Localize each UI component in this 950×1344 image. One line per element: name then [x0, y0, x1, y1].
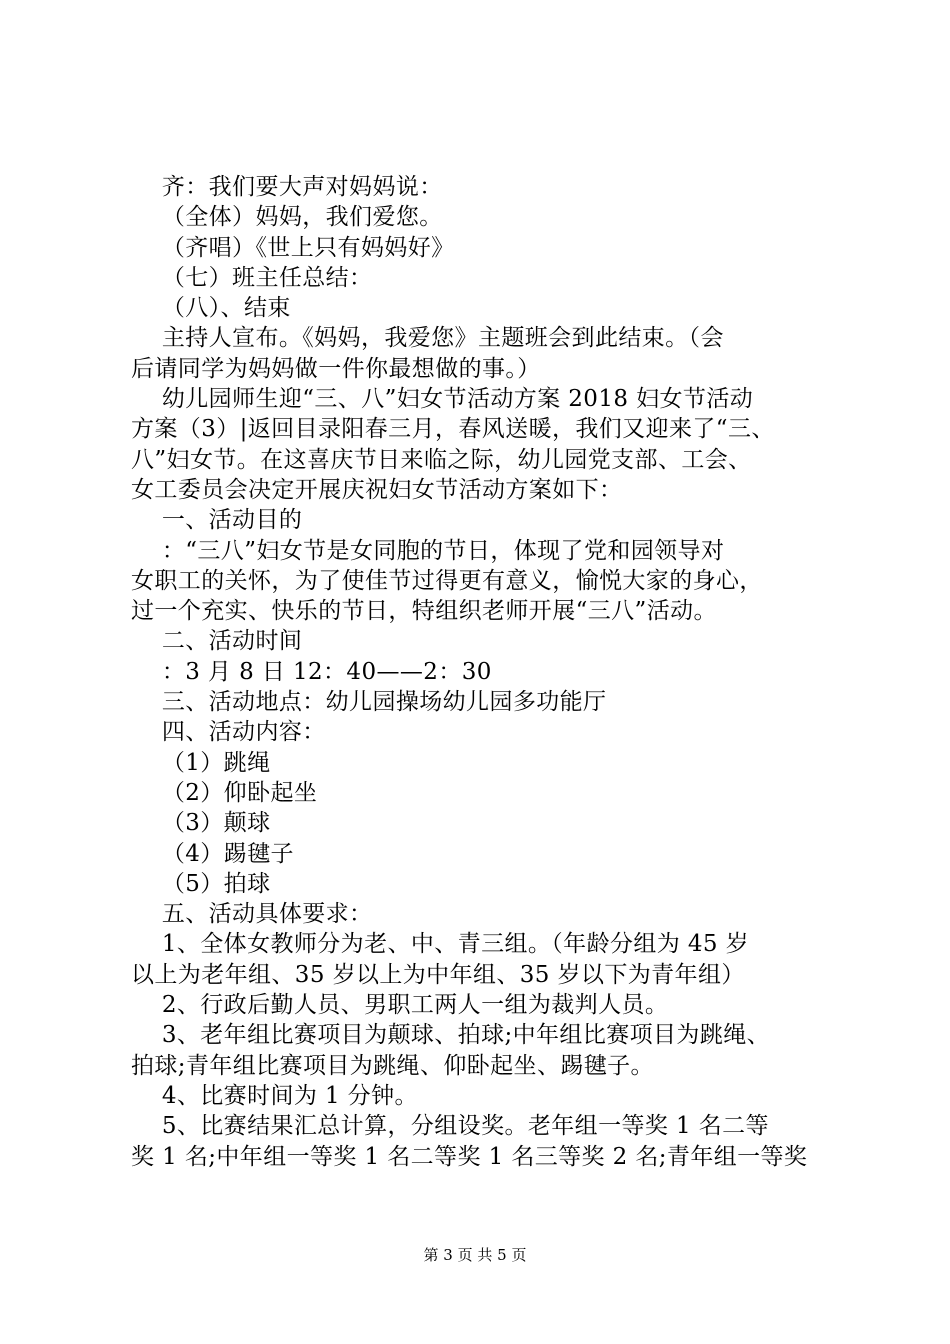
section-heading: 四、活动内容： [131, 719, 326, 746]
text-line: 2、行政后勤人员、男职工两人一组为裁判人员。 [131, 992, 669, 1019]
page-footer: 第 3 页 共 5 页 [423, 1246, 527, 1264]
text-line: 主持人宣布。《妈妈，我爱您》主题班会到此结束。（会 [131, 325, 724, 352]
text-line: 女工委员会决定开展庆祝妇女节活动方案如下： [131, 476, 623, 503]
section-heading: 三、活动地点：幼儿园操场幼儿园多功能厅 [131, 689, 607, 716]
list-item: （4）踢毽子 [131, 840, 294, 867]
list-item: （5）拍球 [131, 870, 271, 897]
text-line: 后请同学为妈妈做一件你最想做的事。） [131, 355, 541, 382]
text-line: 5、比赛结果汇总计算，分组设奖。老年组一等奖 1 名二等 [131, 1113, 769, 1140]
document-body [131, 172, 836, 1172]
section-heading: 二、活动时间 [131, 628, 303, 655]
text-line: 奖 1 名;中年组一等奖 1 名二等奖 1 名三等奖 2 名;青年组一等奖 [131, 1143, 808, 1170]
text-line: （全体）妈妈，我们爱您。 [131, 204, 443, 231]
text-line: ：3 月 8 日 12：40——2：30 [131, 658, 492, 685]
text-line: （七）班主任总结： [131, 264, 373, 291]
text-line: 以上为老年组、35 岁以上为中年组、35 岁以下为青年组） [131, 961, 745, 988]
list-item: （2）仰卧起坐 [131, 779, 318, 806]
section-heading: 一、活动目的 [131, 507, 303, 534]
text-line: 女职工的关怀，为了使佳节过得更有意义，愉悦大家的身心， [131, 567, 763, 594]
text-line: （八）、结束 [131, 295, 291, 322]
text-line: 八”妇女节。在这喜庆节日来临之际，幼儿园党支部、工会、 [131, 446, 752, 473]
text-line: 过一个充实、快乐的节日，特组织老师开展“三八”活动。 [131, 598, 717, 625]
section-heading: 五、活动具体要求： [131, 901, 373, 928]
text-line: ：“三八”妇女节是女同胞的节日，体现了党和园领导对 [131, 537, 725, 564]
text-line: 1、全体女教师分为老、中、青三组。（年龄分组为 45 岁 [131, 931, 750, 958]
text-line: 3、老年组比赛项目为颠球、拍球;中年组比赛项目为跳绳、 [131, 1022, 771, 1049]
text-line: （齐唱）《世上只有妈妈好》 [131, 234, 455, 261]
list-item: （1）跳绳 [131, 749, 271, 776]
text-line: 拍球;青年组比赛项目为跳绳、仰卧起坐、踢毽子。 [131, 1052, 654, 1079]
text-line: 4、比赛时间为 1 分钟。 [131, 1082, 418, 1109]
text-line: 齐：我们要大声对妈妈说： [131, 174, 443, 200]
text-line: 幼儿园师生迎“三、八”妇女节活动方案 2018 妇女节活动 [131, 386, 754, 413]
list-item: （3）颠球 [131, 810, 271, 837]
text-line: 方案（3）|返回目录阳春三月，春风送暖，我们又迎来了“三、 [131, 416, 775, 443]
